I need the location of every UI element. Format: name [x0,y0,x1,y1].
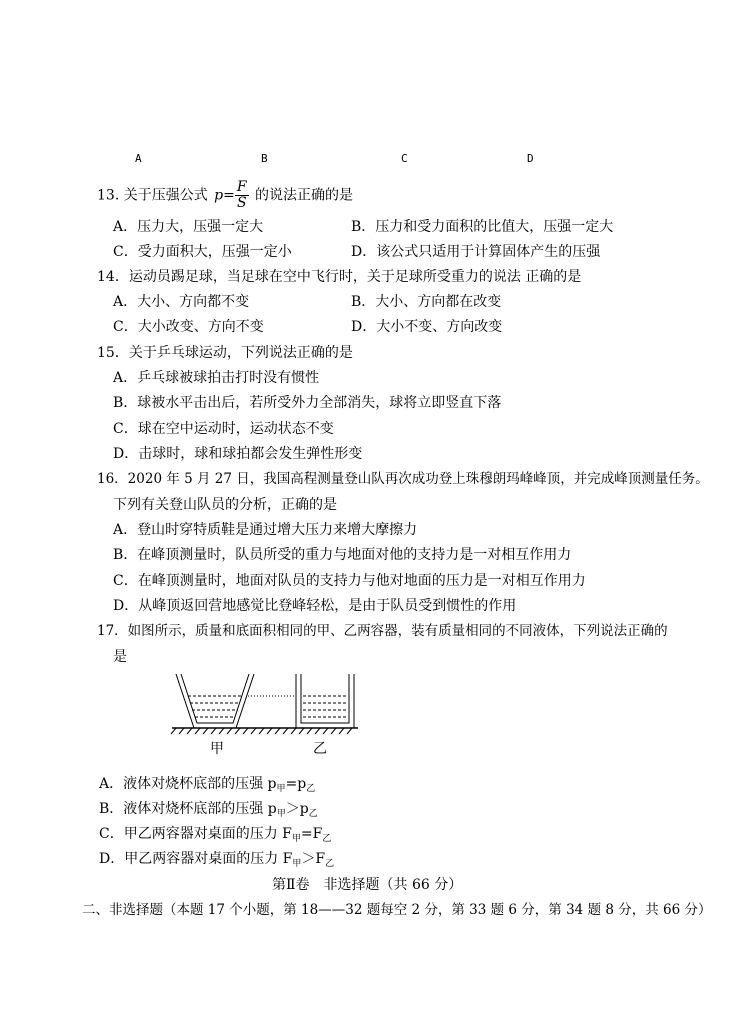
q13-option-d: D．该公式只适用于计算固体产生的压强 [351,244,601,260]
question-number: 13. [97,187,120,204]
question-16-stem-line1: 16．2020 年 5 月 27 日，我国高程测量登山队再次成功登上珠穆朗玛峰峰顶，并完成峰顶测量任务。 [97,471,709,487]
container-jia [176,674,254,728]
image-label-a: A [135,152,142,165]
question-17-stem-line2: 是 [113,649,127,665]
question-text: 的说法正确的是 [255,187,354,204]
q16-option-b: B．在峰顶测量时，队员所受的重力与地面对他的支持力是一对相互作用力 [113,547,572,563]
q14-option-b: B．大小、方向都在改变 [351,294,502,310]
q17-option-b: B．液体对烧杯底部的压强 $p_甲>p_乙$ [99,801,318,819]
image-label-d: D [527,152,534,165]
q16-option-a: A．登山时穿特质鞋是通过增大压力来增大摩擦力 [113,522,418,538]
question-14-stem: 14．运动员踢足球，当足球在空中飞行时，关于足球所受重力的说法 正确的是 [97,269,582,285]
q15-option-b: B．球被水平击出后，若所受外力全部消失，球将立即竖直下落 [113,395,502,411]
q13-option-b: B．压力和受力面积的比值大，压强一定大 [351,219,614,235]
section-2-title: 第Ⅱ卷 非选择题（共 66 分） [272,877,463,893]
question-15-stem: 15．关于乒乓球运动，下列说法正确的是 [97,345,353,361]
container-yi [296,674,354,728]
question-text: 关于压强公式 [123,187,208,204]
liquid-jia [188,696,242,717]
q15-option-c: C．球在空中运动时，运动状态不变 [113,421,334,437]
q13-option-c: C．受力面积大，压强一定小 [113,244,292,260]
image-label-b: B [261,152,268,165]
q15-option-d: D．击球时，球和球拍都会发生弹性形变 [113,446,363,462]
q14-option-c: C．大小改变、方向不变 [113,319,264,335]
q14-option-d: D．大小不变、方向改变 [351,319,503,335]
q15-option-a: A．乒乓球被球拍击打时没有惯性 [113,370,320,386]
q17-option-a: A．液体对烧杯底部的压强 $p_甲=p_乙$ [99,776,316,794]
q17-option-c: C．甲乙两容器对桌面的压力 $F_甲=F_乙$ [99,826,332,844]
pressure-formula: p= $\frac{F}{S}$ [214,179,247,211]
label-yi: 乙 [313,741,327,757]
image-label-c: C [401,152,408,165]
containers-figure [170,672,360,760]
liquid-yi [303,696,348,717]
question-13-stem [97,180,353,211]
label-jia: 甲 [210,741,224,757]
q16-option-c: C．在峰顶测量时，地面对队员的支持力与他对地面的压力是一对相互作用力 [113,573,586,589]
q13-option-a: A．压力大，压强一定大 [113,219,264,235]
section-2-description: 二、非选择题（本题 17 个小题，第 18——32 题每空 2 分，第 33 题 6 分，第 34 题 8 分，共 66 分） [82,902,712,918]
q17-option-d: D．甲乙两容器对桌面的压力 $F_甲>F_乙$ [99,851,335,869]
question-17-stem-line1: 17．如图所示，质量和底面积相同的甲、乙两容器，装有质量相同的不同液体，下列说法正确的 [97,623,668,639]
table-hatching [171,728,352,734]
question-16-stem-line2: 下列有关登山队员的分析，正确的是 [113,497,337,513]
q14-option-a: A．大小、方向都不变 [113,294,250,310]
q16-option-d: D．从峰顶返回营地感觉比登峰轻松，是由于队员受到惯性的作用 [113,598,517,614]
